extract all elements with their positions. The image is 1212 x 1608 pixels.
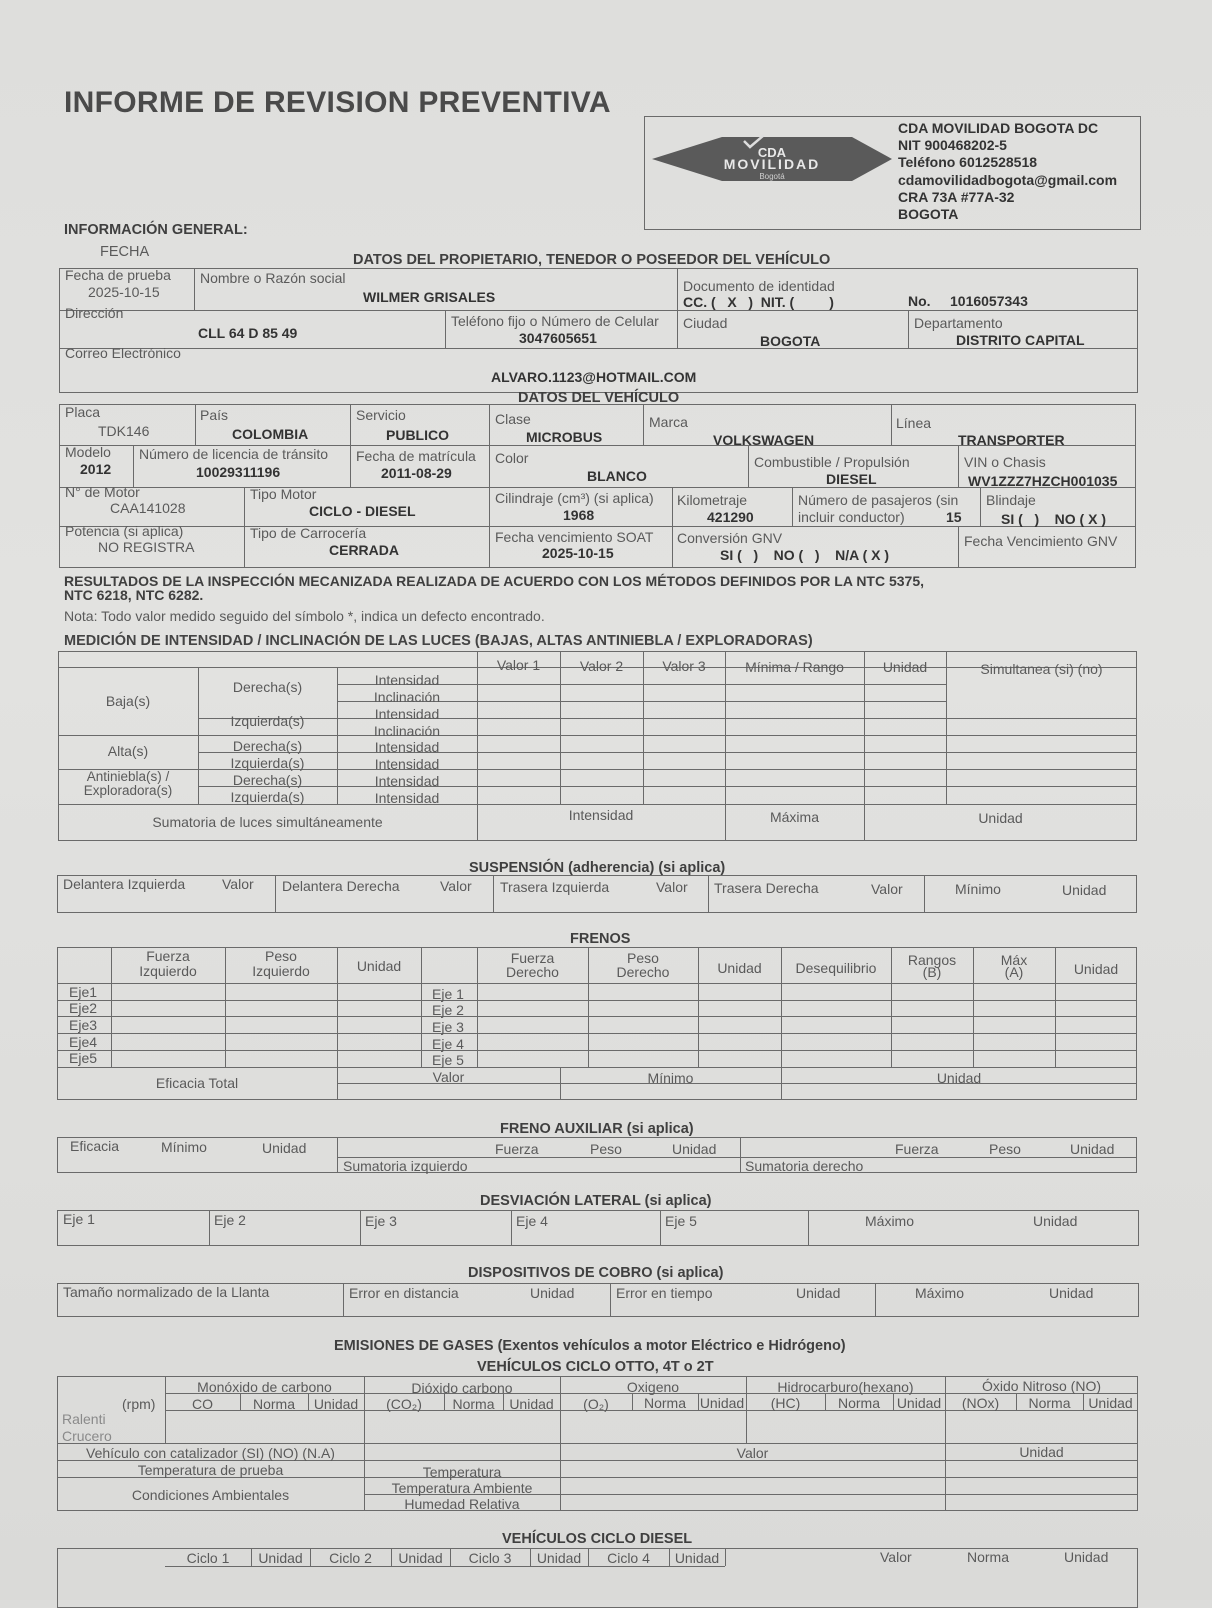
- modelo-label: Modelo: [65, 444, 111, 460]
- nombre-value: WILMER GRISALES: [363, 289, 496, 305]
- cobro-error-tiempo: Error en tiempo: [616, 1285, 713, 1301]
- luces-col-valor2: Valor 2: [579, 658, 624, 674]
- marca-label: Marca: [649, 414, 688, 430]
- diesel-unidad-4: Unidad: [674, 1550, 720, 1566]
- telefono-value: 3047605651: [519, 330, 597, 346]
- frenos-desequilibrio: Desequilibrio: [795, 960, 877, 976]
- freno-aux-fuerza-izq: Fuerza: [495, 1141, 539, 1157]
- frenos-rangos-b: (B): [922, 964, 942, 980]
- frenos-max-a: (A): [1004, 964, 1024, 980]
- pais-value: COLOMBIA: [232, 426, 309, 442]
- frenos-eje-der-1: Eje 1: [432, 986, 464, 1002]
- desviacion-eje-1: Eje 1: [63, 1211, 95, 1227]
- diesel-unidad: Unidad: [1064, 1549, 1109, 1565]
- rpm-label: (rpm): [122, 1396, 156, 1412]
- co-unidad: Unidad: [313, 1396, 359, 1412]
- frenos-unidad-2: Unidad: [1073, 961, 1119, 977]
- luces-group-baja: Baja(s): [105, 693, 151, 709]
- diesel-unidad-2: Unidad: [398, 1550, 443, 1566]
- hc-norma: Norma: [837, 1395, 880, 1411]
- susp-delantera-der: Delantera Derecha: [282, 878, 400, 894]
- o2-sub: (O₂): [583, 1396, 609, 1412]
- frenos-fuerza-der-1: Fuerza: [510, 950, 555, 966]
- direccion-value: CLL 64 D 85 49: [198, 325, 298, 341]
- luces-side-ant-izquierda: Izquierda(s): [230, 789, 305, 805]
- cond-amb-label: Condiciones Ambientales: [131, 1487, 290, 1503]
- luces-sum-label: Sumatoria de luces simultáneamente: [152, 814, 383, 830]
- freno-aux-unidad-der: Unidad: [1070, 1141, 1115, 1157]
- luces-group-antiniebla: Antiniebla(s) /: [86, 769, 170, 784]
- gnv-venc-label: Fecha Vencimiento GNV: [964, 533, 1118, 549]
- combustible-value: DIESEL: [826, 471, 877, 487]
- frenos-unidad-der: Unidad: [717, 960, 762, 976]
- frenos-max: Máx: [1000, 952, 1028, 968]
- luces-row-divider: [946, 769, 1137, 770]
- frenos-eje-izq-5: Eje5: [69, 1050, 98, 1066]
- susp-valor-3: Valor: [656, 879, 688, 895]
- diesel-norma: Norma: [967, 1549, 1010, 1565]
- gnv-value: SI ( ) NO ( ) N/A ( X ): [720, 547, 890, 563]
- gnv-label: Conversión GNV: [677, 530, 783, 546]
- servicio-value: PUBLICO: [386, 427, 449, 443]
- o2-norma: Norma: [643, 1395, 686, 1411]
- departamento-label: Departamento: [914, 315, 1003, 331]
- licencia-value: 10029311196: [196, 464, 281, 480]
- o2-unidad: Unidad: [699, 1395, 745, 1411]
- luces-side-baja-derecha: Derecha(s): [232, 679, 303, 695]
- susp-valor-1: Valor: [222, 876, 254, 892]
- clase-value: MICROBUS: [526, 429, 603, 445]
- luces-col-unidad: Unidad: [882, 659, 928, 675]
- susp-trasera-der: Trasera Derecha: [714, 880, 819, 896]
- owner-heading: DATOS DEL PROPIETARIO, TENEDOR O POSEEDOR DEL VEHÍCULO: [353, 252, 831, 268]
- luces-measure-4: Inclinación: [373, 723, 441, 739]
- luces-measure-7: Intensidad: [374, 773, 440, 789]
- freno-aux-peso-izq: Peso: [590, 1141, 622, 1157]
- nombre-label: Nombre o Razón social: [200, 270, 346, 286]
- company-phone: Teléfono 6012528518: [898, 154, 1038, 170]
- company-nit: NIT 900468202-5: [898, 137, 1007, 153]
- frenos-heading: FRENOS: [570, 931, 631, 947]
- desviacion-eje-3: Eje 3: [365, 1213, 397, 1229]
- fecha-prueba-label: Fecha de prueba: [65, 267, 171, 283]
- results-heading-2: NTC 6218, NTC 6282.: [64, 587, 204, 603]
- documento-tipo: CC. ( X ) NIT. ( ): [683, 294, 834, 310]
- luces-row-divider: [946, 752, 1137, 753]
- diesel-ciclo-3: Ciclo 3: [468, 1550, 512, 1566]
- modelo-value: 2012: [80, 461, 112, 477]
- frenos-fuerza-izq-2: Izquierdo: [139, 963, 197, 979]
- emisiones-heading: EMISIONES DE GASES (Exentos vehículos a motor Eléctrico e Hidrógeno): [334, 1338, 846, 1354]
- frenos-eje-der-4: Eje 4: [432, 1036, 464, 1052]
- blindaje-value: SI ( ) NO ( X ): [1001, 511, 1106, 527]
- otto-heading: VEHÍCULOS CICLO OTTO, 4T o 2T: [477, 1359, 714, 1375]
- freno-aux-unidad: Unidad: [262, 1140, 307, 1156]
- luces-side-alta-derecha: Derecha(s): [232, 738, 303, 754]
- licencia-label: Número de licencia de tránsito: [139, 446, 329, 462]
- nox-unidad: Unidad: [1088, 1395, 1133, 1411]
- luces-measure-6: Intensidad: [374, 756, 440, 772]
- clase-label: Clase: [495, 411, 531, 427]
- frenos-peso-der-2: Derecho: [616, 964, 670, 980]
- documento-label: Documento de identidad: [683, 278, 835, 294]
- luces-measure-8: Intensidad: [374, 790, 440, 806]
- logo-text-movilidad: MOVILIDAD: [723, 156, 821, 172]
- blindaje-label: Blindaje: [986, 492, 1036, 508]
- frenos-eje-der-5: Eje 5: [432, 1052, 464, 1068]
- temp-prueba-label: Temperatura de prueba: [137, 1462, 284, 1478]
- frenos-peso-der-1: Peso: [627, 950, 659, 966]
- company-city: BOGOTA: [898, 206, 959, 222]
- pais-label: País: [200, 407, 229, 423]
- susp-unidad: Unidad: [1062, 882, 1107, 898]
- luces-col-simultanea: Simultanea (si) (no): [980, 661, 1103, 677]
- vin-value: WV1ZZZ7HZCH001035: [968, 473, 1118, 489]
- desviacion-eje-2: Eje 2: [214, 1212, 246, 1228]
- luces-sum-unidad: Unidad: [978, 810, 1023, 826]
- soat-value: 2025-10-15: [542, 545, 614, 561]
- luces-measure-1: Intensidad: [374, 672, 440, 688]
- linea-value: TRANSPORTER: [958, 432, 1065, 448]
- co-sub: CO: [192, 1396, 213, 1412]
- carroceria-label: Tipo de Carrocería: [250, 525, 367, 541]
- pasajeros-value: 15: [946, 509, 962, 525]
- luces-col-valor3: Valor 3: [662, 658, 706, 674]
- luces-sum-intensidad: Intensidad: [568, 807, 634, 823]
- pasajeros-label-2: incluir conductor): [798, 509, 905, 525]
- pasajeros-label-1: Número de pasajeros (sin: [798, 492, 959, 508]
- diesel-unidad-3: Unidad: [536, 1550, 582, 1566]
- motor-label: N° de Motor: [65, 484, 140, 500]
- hc-unidad: Unidad: [896, 1395, 942, 1411]
- tipo-motor-label: Tipo Motor: [250, 486, 317, 502]
- luces-measure-3: Intensidad: [374, 706, 440, 722]
- susp-delantera-izq: Delantera Izquierda: [63, 876, 186, 892]
- potencia-label: Potencia (si aplica): [65, 523, 184, 539]
- cilindraje-label: Cilindraje (cm³) (si aplica): [495, 490, 654, 506]
- freno-aux-sum-der: Sumatoria derecho: [745, 1158, 864, 1174]
- matricula-label: Fecha de matrícula: [356, 448, 476, 464]
- company-email: cdamovilidadbogota@gmail.com: [898, 172, 1118, 188]
- kilometraje-value: 421290: [707, 509, 754, 525]
- gas-co2-label: Dióxido carbono: [411, 1380, 513, 1396]
- freno-aux-fuerza-der: Fuerza: [895, 1141, 939, 1157]
- luces-row-divider: [946, 786, 1137, 787]
- correo-label: Correo Electrónico: [65, 345, 181, 361]
- co2-unidad: Unidad: [509, 1396, 554, 1412]
- catalizador-valor: Valor: [736, 1445, 769, 1461]
- luces-heading: MEDICIÓN DE INTENSIDAD / INCLINACIÓN DE LAS LUCES (BAJAS, ALTAS ANTINIEBLA / EXPLORADORAS): [64, 633, 813, 649]
- temp-amb-label: Temperatura Ambiente: [391, 1480, 533, 1496]
- color-label: Color: [495, 450, 529, 466]
- vin-label: VIN o Chasis: [964, 454, 1046, 470]
- potencia-value: NO REGISTRA: [98, 539, 195, 555]
- soat-label: Fecha vencimiento SOAT: [495, 529, 654, 545]
- luces-sum-maxima: Máxima: [769, 809, 819, 825]
- general-info-heading: INFORMACIÓN GENERAL:: [64, 222, 248, 238]
- ciudad-label: Ciudad: [683, 315, 728, 331]
- luces-group-alta: Alta(s): [107, 743, 149, 759]
- results-heading-1: RESULTADOS DE LA INSPECCIÓN MECANIZADA REALIZADA DE ACUERDO CON LOS MÉTODOS DEFINIDOS POR LA NTC 5375,: [64, 573, 925, 589]
- crucero-label: Crucero: [62, 1428, 112, 1444]
- susp-valor-2: Valor: [440, 878, 472, 894]
- humedad-label: Humedad Relativa: [404, 1496, 520, 1512]
- nox-norma: Norma: [1028, 1395, 1071, 1411]
- catalizador-unidad: Unidad: [1019, 1444, 1064, 1460]
- freno-aux-heading: FRENO AUXILIAR (si aplica): [500, 1121, 694, 1137]
- ralenti-label: Ralenti: [62, 1411, 106, 1427]
- luces-side-alta-izquierda: Izquierda(s): [230, 755, 305, 771]
- frenos-eje-izq-1: Eje1: [69, 984, 98, 1000]
- frenos-eje-izq-2: Eje2: [69, 1000, 98, 1016]
- catalizador-label: Vehículo con catalizador (SI) (NO) (N.A): [86, 1445, 335, 1461]
- frenos-eje-der-3: Eje 3: [432, 1019, 464, 1035]
- luces-row-divider: [946, 718, 1137, 719]
- freno-aux-sum-izq: Sumatoria izquierdo: [343, 1158, 468, 1174]
- freno-aux-unidad-izq: Unidad: [672, 1141, 717, 1157]
- suspension-heading: SUSPENSIÓN (adherencia) (si aplica): [469, 860, 726, 876]
- combustible-label: Combustible / Propulsión: [754, 454, 910, 470]
- desviacion-unidad: Unidad: [1033, 1213, 1078, 1229]
- gas-o2-label: Oxigeno: [626, 1379, 680, 1395]
- luces-group-exploradora: Exploradora(s): [83, 783, 173, 798]
- documento-no-value: 1016057343: [950, 293, 1028, 309]
- direccion-label: Dirección: [65, 305, 124, 321]
- diesel-valor: Valor: [880, 1549, 912, 1565]
- company-name: CDA MOVILIDAD BOGOTA DC: [898, 120, 1099, 136]
- diesel-ciclo-1: Ciclo 1: [186, 1550, 230, 1566]
- ciudad-value: BOGOTA: [760, 333, 821, 349]
- documento-no-label: No.: [908, 293, 931, 309]
- cobro-unidad-2: Unidad: [796, 1285, 841, 1301]
- frenos-eficacia-label: Eficacia Total: [155, 1075, 239, 1091]
- luces-side-ant-derecha: Derecha(s): [232, 772, 303, 788]
- frenos-fuerza-izq-1: Fuerza: [146, 948, 190, 964]
- results-note: Nota: Todo valor medido seguido del símbolo *, indica un defecto encontrado.: [64, 608, 545, 624]
- freno-aux-eficacia: Eficacia: [70, 1138, 120, 1154]
- hc-sub: (HC): [770, 1395, 801, 1411]
- susp-minimo: Mínimo: [955, 881, 1001, 897]
- luces-col-valor1: Valor 1: [496, 657, 541, 673]
- logo-text-bogota: Bogotá: [759, 172, 785, 181]
- departamento-value: DISTRITO CAPITAL: [956, 332, 1085, 348]
- desviacion-heading: DESVIACIÓN LATERAL (si aplica): [480, 1193, 712, 1209]
- diesel-ciclo-2: Ciclo 2: [329, 1550, 372, 1566]
- co2-sub: (CO₂): [386, 1396, 422, 1412]
- frenos-peso-izq-2: Izquierdo: [252, 963, 310, 979]
- carroceria-value: CERRADA: [329, 542, 399, 558]
- desviacion-eje-4: Eje 4: [516, 1213, 548, 1229]
- co2-norma: Norma: [452, 1396, 495, 1412]
- cobro-unidad-1: Unidad: [530, 1285, 575, 1301]
- freno-aux-peso-der: Peso: [989, 1141, 1021, 1157]
- placa-label: Placa: [65, 404, 101, 420]
- company-logo: [652, 133, 892, 185]
- matricula-value: 2011-08-29: [381, 465, 452, 481]
- luces-measure-2: Inclinación: [373, 689, 441, 705]
- luces-side-baja-izquierda: Izquierda(s): [230, 713, 305, 729]
- cobro-heading: DISPOSITIVOS DE COBRO (si aplica): [468, 1265, 724, 1281]
- linea-label: Línea: [896, 415, 932, 431]
- frenos-eficacia-unidad: Unidad: [936, 1070, 982, 1086]
- vehicle-heading: DATOS DEL VEHÍCULO: [518, 390, 680, 406]
- gas-co-label: Monóxido de carbono: [197, 1379, 332, 1395]
- kilometraje-label: Kilometraje: [677, 492, 748, 508]
- cobro-maximo: Máximo: [915, 1285, 965, 1301]
- logo-text-cda: CDA: [757, 145, 787, 160]
- diesel-unidad-1: Unidad: [258, 1550, 303, 1566]
- frenos-eje-izq-3: Eje3: [69, 1017, 98, 1033]
- diesel-heading: VEHÍCULOS CICLO DIESEL: [502, 1531, 693, 1547]
- frenos-peso-izq-1: Peso: [265, 948, 297, 964]
- nox-sub: (NOx): [961, 1395, 1000, 1411]
- frenos-fuerza-der-2: Derecho: [506, 964, 559, 980]
- placa-value: TDK146: [98, 423, 150, 439]
- tipo-motor-value: CICLO - DIESEL: [309, 503, 416, 519]
- fecha-heading: FECHA: [100, 244, 150, 260]
- frenos-unidad-izq: Unidad: [356, 958, 402, 974]
- frenos-eje-der-2: Eje 2: [432, 1002, 464, 1018]
- gas-hc-label: Hidrocarburo(hexano): [777, 1379, 914, 1395]
- color-value: BLANCO: [587, 468, 647, 484]
- luces-row-divider: [946, 735, 1137, 736]
- marca-value: VOLKSWAGEN: [713, 432, 815, 448]
- diesel-ciclo-4: Ciclo 4: [607, 1550, 650, 1566]
- frenos-rangos: Rangos: [907, 952, 957, 968]
- cobro-error-distancia: Error en distancia: [349, 1285, 459, 1301]
- susp-trasera-izq: Trasera Izquierda: [500, 879, 610, 895]
- servicio-label: Servicio: [356, 407, 406, 423]
- frenos-eficacia-valor: Valor: [432, 1069, 465, 1085]
- desviacion-maximo: Máximo: [865, 1213, 915, 1229]
- cilindraje-value: 1968: [563, 507, 595, 523]
- gas-no-label: Óxido Nitroso (NO): [981, 1378, 1102, 1394]
- co-norma: Norma: [252, 1396, 295, 1412]
- frenos-eje-izq-4: Eje4: [69, 1034, 98, 1050]
- company-address: CRA 73A #77A-32: [898, 189, 1015, 205]
- temperatura-label: Temperatura: [422, 1464, 502, 1480]
- cobro-llanta: Tamaño normalizado de la Llanta: [63, 1284, 270, 1300]
- page-title: INFORME DE REVISION PREVENTIVA: [64, 86, 611, 119]
- frenos-eficacia-minimo: Mínimo: [647, 1070, 694, 1086]
- desviacion-eje-5: Eje 5: [665, 1213, 697, 1229]
- susp-valor-4: Valor: [871, 881, 903, 897]
- telefono-label: Teléfono fijo o Número de Celular: [451, 313, 659, 329]
- luces-measure-5: Intensidad: [374, 739, 440, 755]
- motor-value: CAA141028: [110, 500, 186, 516]
- luces-col-minima: Mínima / Rango: [745, 659, 844, 675]
- fecha-prueba-value: 2025-10-15: [88, 284, 160, 300]
- cobro-unidad-3: Unidad: [1049, 1285, 1094, 1301]
- freno-aux-minimo: Mínimo: [161, 1139, 207, 1155]
- correo-value: ALVARO.1123@HOTMAIL.COM: [491, 369, 697, 385]
